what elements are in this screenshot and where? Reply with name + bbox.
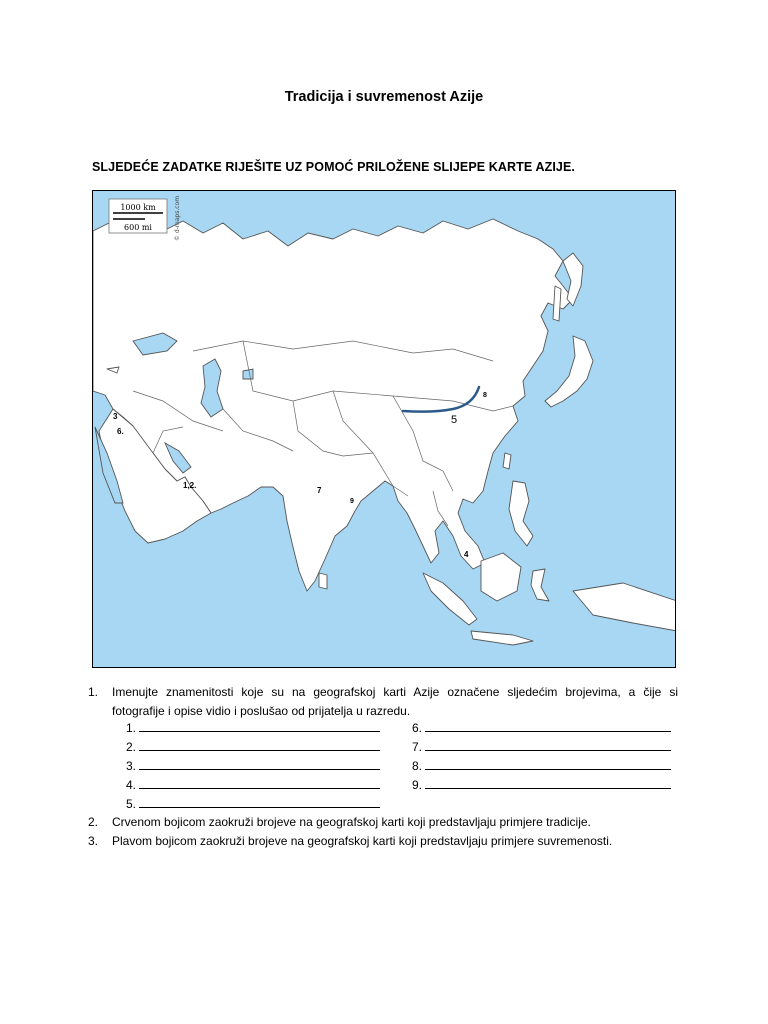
label-3: 3 <box>113 412 118 421</box>
page-title: Tradicija i suvremenost Azije <box>284 89 484 105</box>
scale-mi: 600 mi <box>124 223 152 232</box>
question-1-text-line1: Imenujte znamenitosti koje su na geografskoj karti Azije označene sljedećim brojevima, a čije si <box>112 685 678 699</box>
scale-bar <box>109 199 167 233</box>
question-3-text: Plavom bojicom zaokruži brojeve na geografskoj karti koji predstavljaju primjere suvremenosti. <box>112 834 613 848</box>
answer-5[interactable]: 5. <box>114 795 380 814</box>
question-2-text: Crvenom bojicom zaokruži brojeve na geografskoj karti koji predstavljaju primjere tradicije. <box>112 815 591 829</box>
question-3-number: 3. <box>88 834 99 848</box>
answer-6[interactable]: 6. <box>400 719 671 738</box>
answer-2[interactable]: 2. <box>114 738 380 757</box>
label-6: 6. <box>117 427 124 436</box>
answer-3[interactable]: 3. <box>114 757 380 776</box>
answer-9[interactable]: 9. <box>400 776 671 795</box>
label-5: 5 <box>451 414 458 426</box>
label-4: 4 <box>464 550 469 559</box>
question-2-number: 2. <box>88 815 99 829</box>
answer-4[interactable]: 4. <box>114 776 380 795</box>
answer-7[interactable]: 7. <box>400 738 671 757</box>
label-7: 7 <box>317 486 322 495</box>
aral-sea <box>243 369 253 379</box>
question-1-number: 1. <box>88 685 99 699</box>
scale-km: 1000 km <box>120 203 156 212</box>
question-1-text-line2: fotografije i opise vidio i poslušao od prijatelja u razredu. <box>112 704 411 718</box>
answer-1[interactable]: 1. <box>114 719 380 738</box>
sri-lanka <box>319 573 327 589</box>
blank-map-asia <box>92 190 676 668</box>
label-1-2: 1,2. <box>183 481 197 490</box>
instruction-text: SLJEDEĆE ZADATKE RIJEŠITE UZ POMOĆ PRILOŽENE SLIJEPE KARTE AZIJE. <box>92 160 575 174</box>
map-credit: © d-maps.com <box>174 195 181 241</box>
label-9: 9 <box>350 498 354 505</box>
label-8: 8 <box>483 392 487 399</box>
answer-8[interactable]: 8. <box>400 757 671 776</box>
